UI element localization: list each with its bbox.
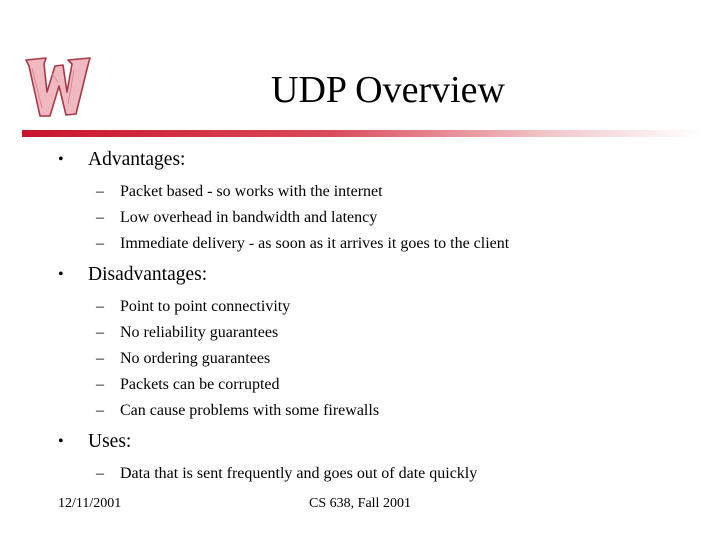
w-logo-icon <box>22 52 94 122</box>
dash-marker: – <box>96 209 104 226</box>
list-item <box>58 372 708 398</box>
section-advantages <box>58 146 708 257</box>
bullet-disadvantages <box>58 261 708 289</box>
list-item-text: No ordering guarantees <box>120 350 271 367</box>
uses-list <box>58 461 708 487</box>
list-item-text: No reliability guarantees <box>120 324 279 341</box>
list-item <box>58 179 708 205</box>
list-item-text: Packet based - so works with the internet <box>120 183 383 200</box>
list-item <box>58 461 708 487</box>
dash-marker: – <box>96 324 104 341</box>
footer-course: CS 638, Fall 2001 <box>309 496 411 511</box>
slide-title: UDP Overview <box>271 69 505 111</box>
list-item <box>58 398 708 424</box>
university-w-logo <box>22 52 94 122</box>
list-item-text: Low overhead in bandwidth and latency <box>120 209 378 226</box>
list-item-text: Can cause problems with some firewalls <box>120 402 380 419</box>
section-disadvantages <box>58 261 708 424</box>
section-heading: Uses: <box>88 431 132 452</box>
list-item-text: Point to point connectivity <box>120 298 291 315</box>
disadvantages-list <box>58 294 708 424</box>
bullet-marker: • <box>58 151 64 168</box>
bullet-uses <box>58 428 708 456</box>
title-divider <box>22 130 702 137</box>
section-heading: Advantages: <box>88 149 186 170</box>
slide-content <box>58 146 708 487</box>
bullet-advantages <box>58 146 708 174</box>
list-item <box>58 294 708 320</box>
list-item <box>58 205 708 231</box>
section-heading: Disadvantages: <box>88 264 208 285</box>
dash-marker: – <box>96 350 104 367</box>
dash-marker: – <box>96 402 104 419</box>
list-item <box>58 320 708 346</box>
footer-date: 12/11/2001 <box>58 496 122 511</box>
bullet-marker: • <box>58 266 64 283</box>
list-item-text: Packets can be corrupted <box>120 376 280 393</box>
dash-marker: – <box>96 298 104 315</box>
list-item-text: Immediate delivery - as soon as it arrives it goes to the client <box>120 235 510 252</box>
section-uses <box>58 428 708 487</box>
dash-marker: – <box>96 465 104 482</box>
dash-marker: – <box>96 183 104 200</box>
list-item <box>58 231 708 257</box>
advantages-list <box>58 179 708 257</box>
dash-marker: – <box>96 235 104 252</box>
dash-marker: – <box>96 376 104 393</box>
bullet-marker: • <box>58 433 64 450</box>
list-item <box>58 346 708 372</box>
list-item-text: Data that is sent frequently and goes out of date quickly <box>120 465 478 482</box>
